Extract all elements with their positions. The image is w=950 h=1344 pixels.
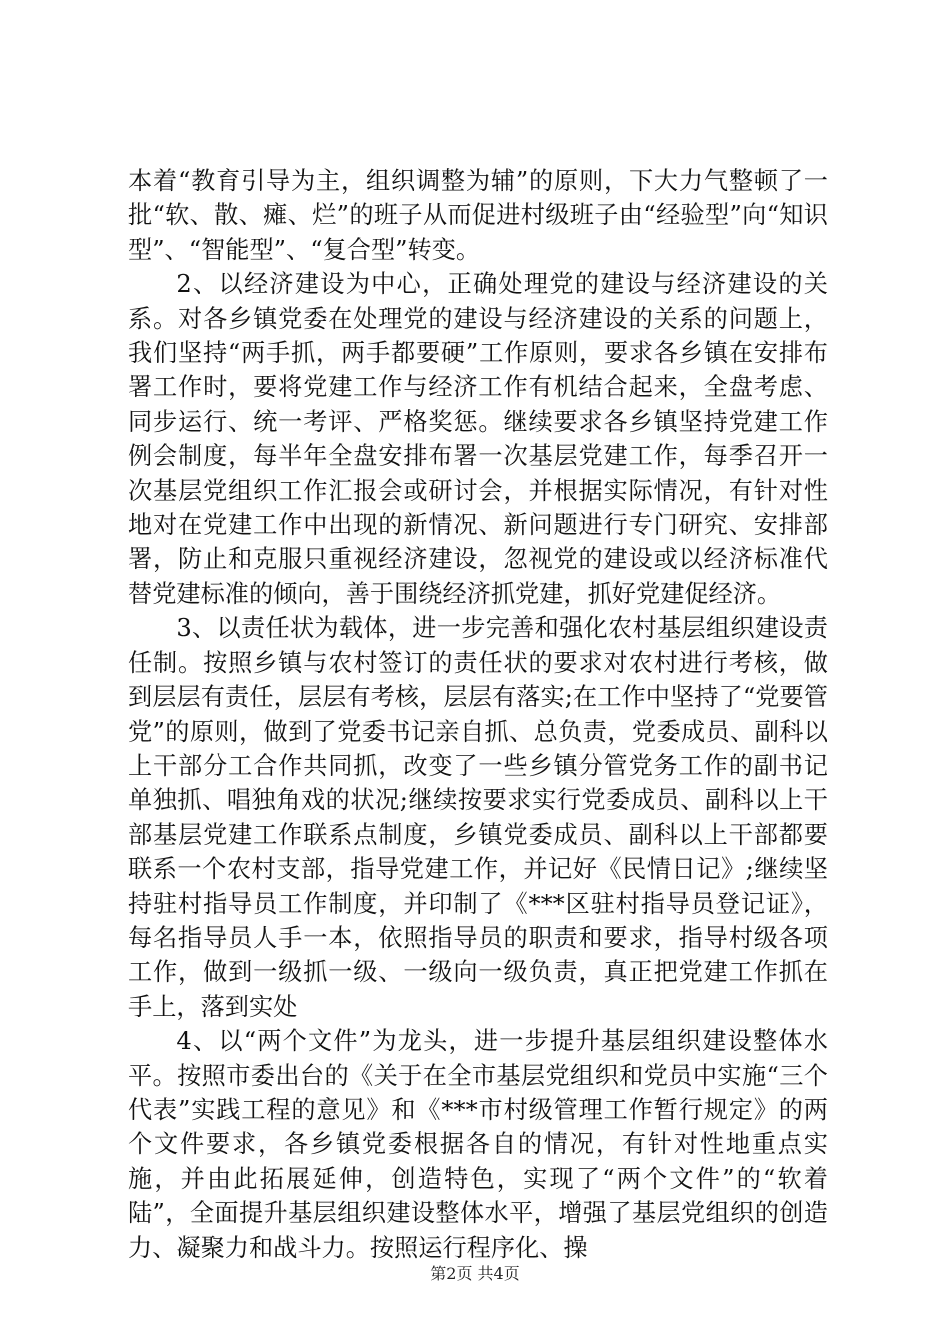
paragraph-section-2: 2、以经济建设为中心，正确处理党的建设与经济建设的关系。对各乡镇党委在处理党的建设与经济建设的关系的问题上，我们坚持“两手抓，两手都要硬”工作原则，要求各乡镇在安排布署工作时，要将党建工作与经济工作有机结合起来，全盘考虑、同步运行、统一考评、严格奖惩。继续要求各乡镇坚持党建工作例会制度，每半年全盘安排布署一次基层党建工作，每季召开一次基层党组织工作汇报会或研讨会，并根据实际情况，有针对性地对在党建工作中出现的新情况、新问题进行专门研究、安排部署，防止和克服只重视经济建设，忽视党的建设或以经济标准代替党建标准的倾向，善于围绕经济抓党建，抓好党建促经济。 [128,270,828,608]
paragraph-continuation: 本着“教育引导为主，组织调整为辅”的原则，下大力气整顿了一批“软、散、瘫、烂”的班子从而促进村级班子由“经验型”向“知识型”、“智能型”、“复合型”转变。 [128,167,828,264]
paragraph-section-4: 4、以“两个文件”为龙头，进一步提升基层组织建设整体水平。按照市委出台的《关于在全市基层党组织和党员中实施“三个代表”实践工程的意见》和《***市村级管理工作暂行规定》的两个文件要求，各乡镇党委根据各自的情况，有针对性地重点实施，并由此拓展延伸，创造特色，实现了“两个文件”的“软着陆”，全面提升基层组织建设整体水平，增强了基层党组织的创造力、凝聚力和战斗力。按照运行程序化、操 [128,1027,828,1262]
paragraph-section-3: 3、以责任状为载体，进一步完善和强化农村基层组织建设责任制。按照乡镇与农村签订的责任状的要求对农村进行考核，做到层层有责任，层层有考核，层层有落实;在工作中坚持了“党要管党”的原则，做到了党委书记亲自抓、总负责，党委成员、副科以上干部分工合作共同抓，改变了一些乡镇分管党务工作的副书记单独抓、唱独角戏的状况;继续按要求实行党委成员、副科以上干部基层党建工作联系点制度，乡镇党委成员、副科以上干部都要联系一个农村支部，指导党建工作，并记好《民情日记》;继续坚持驻村指导员工作制度，并印制了《***区驻村指导员登记证》，每名指导员人手一本，依照指导员的职责和要求，指导村级各项工作，做到一级抓一级、一级向一级负责，真正把党建工作抓在手上，落到实处 [128,614,828,1021]
document-body [128,164,828,1265]
page-number-footer: 第2页 共4页 [430,1264,520,1283]
